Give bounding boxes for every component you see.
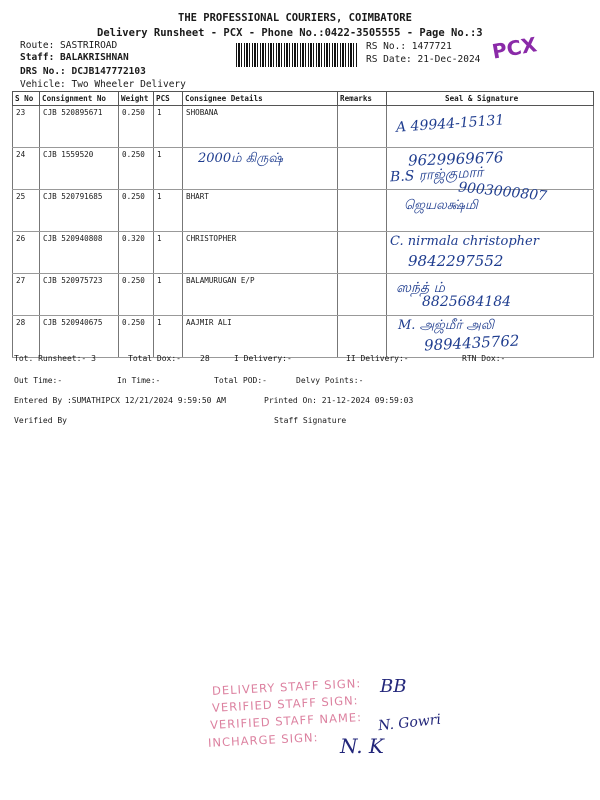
out-time: Out Time:- (14, 376, 63, 385)
cell-consignment: CJB 520940675 (40, 316, 119, 358)
total-dox-value: 28 (200, 354, 210, 363)
runsheet-table (12, 91, 594, 358)
stamp-ink-incharge-sign: N. K (340, 734, 384, 758)
stamp-delivery-staff-sign: DELIVERY STAFF SIGN: (211, 676, 362, 698)
signature-row-26-name: C. nirmala christopher (390, 234, 539, 249)
cell-sno: 27 (13, 274, 40, 316)
cell-weight: 0.250 (119, 190, 154, 232)
signature-row-24-name: B.S ராஜ்குமார் (389, 164, 484, 186)
handwritten-consignee: 2000ம் கிருஷ் (198, 151, 283, 166)
rs-number: RS No.: 1477721 (366, 41, 452, 52)
cell-consignee: AAJMIR ALI (183, 316, 338, 358)
cell-consignee: CHRISTOPHER (183, 232, 338, 274)
stamp-incharge-sign: INCHARGE SIGN: (207, 730, 319, 750)
col-seal-signature: Seal & Signature (387, 92, 594, 106)
staff-label: Staff: BALAKRISHNAN (20, 52, 129, 63)
cell-remarks (338, 232, 387, 274)
cell-remarks (338, 148, 387, 190)
pcx-stamp: PCX (490, 32, 539, 64)
cell-consignment: CJB 520975723 (40, 274, 119, 316)
cell-remarks (338, 316, 387, 358)
col-remarks: Remarks (338, 92, 387, 106)
stamp-ink-staff-name: N. Gowri (377, 711, 442, 735)
table-row (13, 148, 594, 190)
signature-row-27-name: ஸந்த் ம் (396, 280, 445, 296)
cell-weight: 0.250 (119, 106, 154, 148)
drs-label: DRS No.: DCJB147772103 (20, 66, 146, 77)
col-sno: S No (13, 92, 40, 106)
barcode (236, 43, 358, 67)
cell-pcs: 1 (154, 274, 183, 316)
cell-consignment: CJB 520940808 (40, 232, 119, 274)
printed-on: Printed On: 21-12-2024 09:59:03 (264, 396, 414, 405)
cell-consignment: CJB 520895671 (40, 106, 119, 148)
delvy-points: Delvy Points:- (296, 376, 364, 385)
signature-row-27-phone: 8825684184 (422, 294, 512, 310)
col-pcs: PCS (154, 92, 183, 106)
tot-runsheet: Tot. Runsheet:- 3 (14, 354, 96, 363)
cell-sno: 25 (13, 190, 40, 232)
col-weight: Weight (119, 92, 154, 106)
entered-by: Entered By :SUMATHIPCX 12/21/2024 9:59:50 AM (14, 396, 226, 405)
rtn-dox: RTN Dox:- (462, 354, 506, 363)
stamp-ink-delivery-sign: BB (380, 676, 407, 697)
table-row (13, 106, 594, 148)
cell-pcs: 1 (154, 148, 183, 190)
cell-remarks (338, 190, 387, 232)
signature-row-28-name: M. அஜ்மீர் அலி (398, 318, 494, 333)
runsheet-title: Delivery Runsheet - PCX - Phone No.:0422-3505555 - Page No.:3 (97, 27, 483, 39)
vehicle-label: Vehicle: Two Wheeler Delivery (20, 79, 186, 90)
ii-delivery: II Delivery:- (346, 354, 409, 363)
cell-sno: 28 (13, 316, 40, 358)
cell-consignee: SHOBANA (183, 106, 338, 148)
company-title: THE PROFESSIONAL COURIERS, COIMBATORE (178, 12, 412, 24)
staff-signature: Staff Signature (274, 416, 347, 425)
rs-date: RS Date: 21-Dec-2024 (366, 54, 481, 65)
cell-weight: 0.250 (119, 148, 154, 190)
cell-weight: 0.250 (119, 274, 154, 316)
cell-pcs: 1 (154, 316, 183, 358)
cell-consignment: CJB 520791685 (40, 190, 119, 232)
verified-by: Verified By (14, 416, 67, 425)
signature-row-25-name: ஜெயலக்ஷ்மி (404, 198, 478, 213)
in-time: In Time:- (117, 376, 161, 385)
cell-pcs: 1 (154, 232, 183, 274)
cell-sno: 24 (13, 148, 40, 190)
signature-row-24-phone: 9629969676 (407, 148, 504, 170)
total-pod: Total POD:- (214, 376, 267, 385)
signature-row-25-phone: 9003000807 (457, 179, 548, 205)
signature-row-26-phone: 9842297552 (408, 252, 504, 270)
stamp-verified-staff-name: VERIFIED STAFF NAME: (209, 710, 363, 732)
cell-pcs: 1 (154, 190, 183, 232)
col-consignee: Consignee Details (183, 92, 338, 106)
cell-remarks (338, 106, 387, 148)
col-consignment: Consignment No (40, 92, 119, 106)
route-label: Route: SASTRIROAD (20, 40, 118, 51)
cell-consignment: CJB 1559520 (40, 148, 119, 190)
stamp-verified-staff-sign: VERIFIED STAFF SIGN: (211, 693, 359, 715)
cell-weight: 0.320 (119, 232, 154, 274)
table-header-row (13, 92, 594, 106)
cell-weight: 0.250 (119, 316, 154, 358)
cell-consignee: BALAMURUGAN E/P (183, 274, 338, 316)
cell-pcs: 1 (154, 106, 183, 148)
cell-sno: 26 (13, 232, 40, 274)
cell-consignee: BHART (183, 190, 338, 232)
cell-remarks (338, 274, 387, 316)
cell-sno: 23 (13, 106, 40, 148)
total-dox-label: Total Dox:- (128, 354, 181, 363)
i-delivery: I Delivery:- (234, 354, 292, 363)
signature-row-23: A 49944-15131 (395, 112, 505, 136)
signature-row-28-phone: 9894435762 (423, 331, 520, 355)
